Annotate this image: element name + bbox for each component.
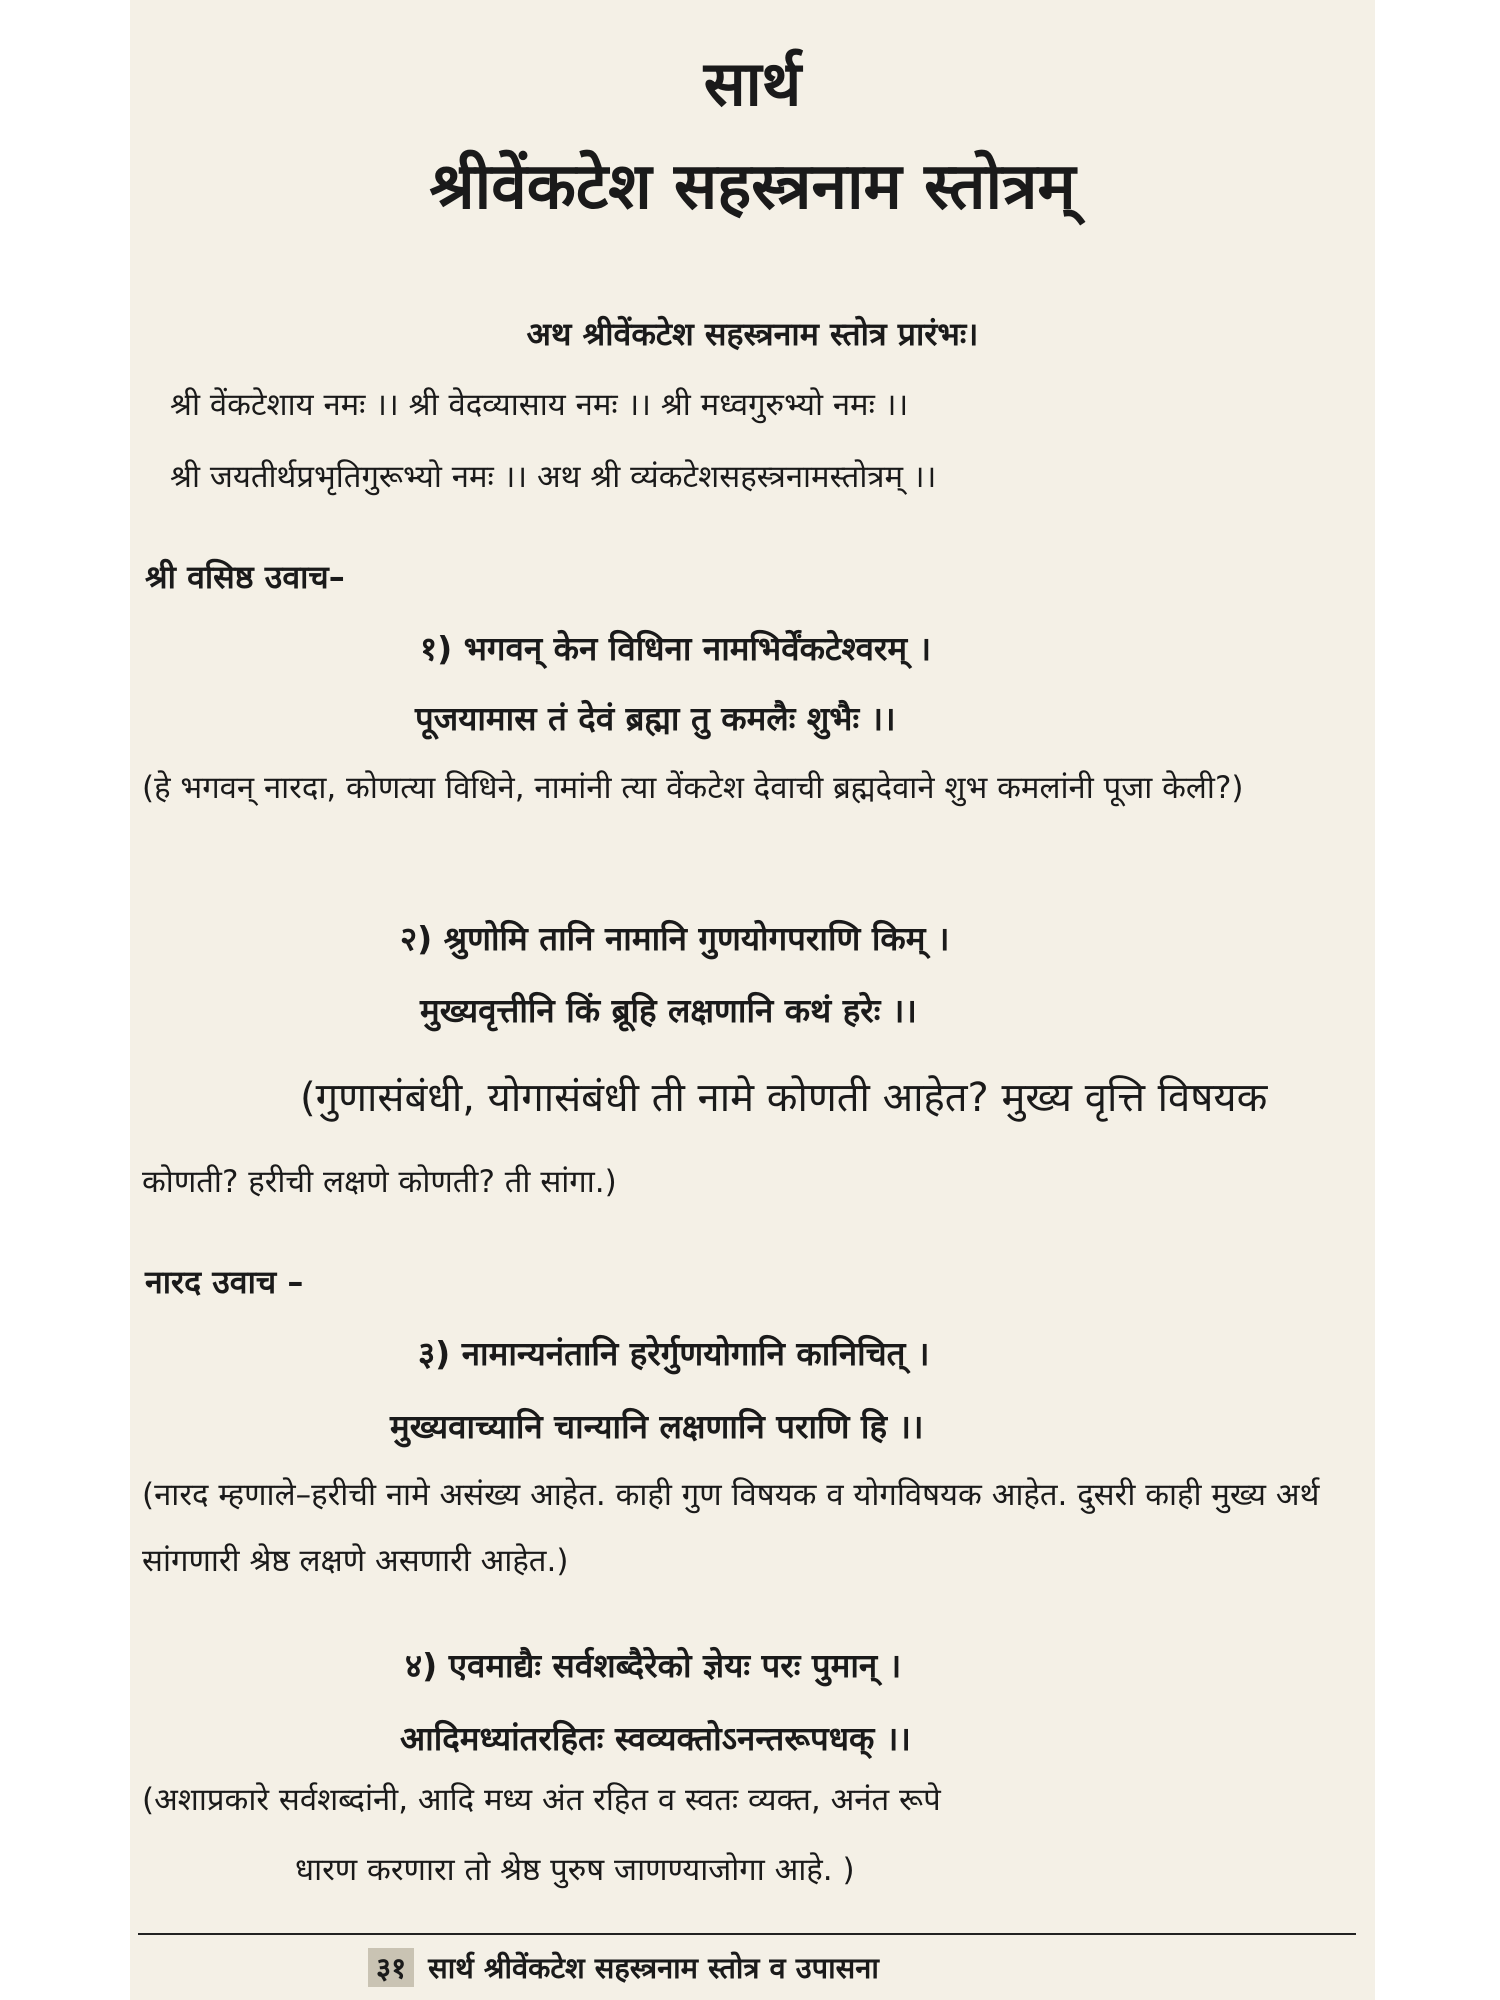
verse-2-line-1: २) श्रुणोमि तानि नामानि गुणयोगपराणि किम् । (400, 919, 950, 958)
page-footer (368, 1948, 879, 1987)
book-page (130, 0, 1375, 2000)
speaker-narada: नारद उवाच – (145, 1263, 304, 1301)
verse-4-translation-line-1: (अशाप्रकारे सर्वशब्दांनी, आदि मध्य अंत रहित व स्वतः व्यक्त, अनंत रूपे (142, 1782, 941, 1818)
verse-2-translation-line-1: (गुणासंबंधी, योगासंबंधी ती नामे कोणती आहेत? मुख्य वृत्ति विषयक (300, 1075, 1268, 1121)
speaker-vasishtha: श्री वसिष्ठ उवाच– (145, 558, 345, 596)
running-footer-title: सार्थ श्रीवेंकटेश सहस्त्रनाम स्तोत्र व उपासना (428, 1951, 879, 1985)
verse-1-line-2: पूजयामास तं देवं ब्रह्मा तु कमलैः शुभैः ।। (415, 699, 896, 738)
page-title-line1: सार्थ (703, 47, 802, 120)
verse-1-line-1: १) भगवन् केन विधिना नामभिर्वेंकटेश्वरम् । (420, 629, 932, 668)
verse-3-translation: (नारद म्हणाले–हरीची नामे असंख्य आहेत. काही गुण विषयक व योगविषयक आहेत. दुसरी काही मुख्य अर्थ सांगणारी श्रेष्ठ लक्षणे असणारी आहेत.) (142, 1477, 1320, 1579)
footer-divider (138, 1933, 1356, 1935)
verse-4-translation-line-2: धारण करणारा तो श्रेष्ठ पुरुष जाणण्याजोगा आहे. ) (295, 1852, 855, 1888)
page-title-line2: श्रीवेंकटेश सहस्त्रनाम स्तोत्रम् (429, 150, 1076, 224)
verse-2-translation-line-2: कोणती? हरीची लक्षणे कोणती? ती सांगा.) (142, 1164, 617, 1200)
page-number: ३१ (368, 1948, 414, 1987)
verse-3-line-1: ३) नामान्यनंतानि हरेर्गुणयोगानि कानिचित् । (418, 1334, 930, 1373)
verse-1-translation: (हे भगवन् नारदा, कोणत्या विधिने, नामांनी त्या वेंकटेश देवाची ब्रह्मदेवाने शुभ कमलांनी पूजा केली?) (142, 770, 1244, 806)
verse-4-line-2: आदिमध्यांतरहितः स्वव्यक्तोऽनन्तरूपधक् ।। (400, 1719, 911, 1758)
invocation-line-2: श्री जयतीर्थप्रभृतिगुरूभ्यो नमः ।। अथ श्री व्यंकटेशसहस्त्रनामस्तोत्रम् ।। (170, 459, 937, 495)
verse-3-line-2: मुख्यवाच्यानि चान्यानि लक्षणानि पराणि हि ।। (390, 1407, 924, 1446)
intro-heading: अथ श्रीवेंकटेश सहस्त्रनाम स्तोत्र प्रारंभः। (526, 315, 979, 353)
invocation-line-1: श्री वेंकटेशाय नमः ।। श्री वेदव्यासाय नमः ।। श्री मध्वगुरुभ्यो नमः ।। (170, 387, 909, 423)
verse-2-line-2: मुख्यवृत्तीनि किं ब्रूहि लक्षणानि कथं हरेः ।। (420, 991, 917, 1030)
verse-4-line-1: ४) एवमाद्यैः सर्वशब्दैरेको ज्ञेयः परः पुमान् । (405, 1646, 902, 1685)
